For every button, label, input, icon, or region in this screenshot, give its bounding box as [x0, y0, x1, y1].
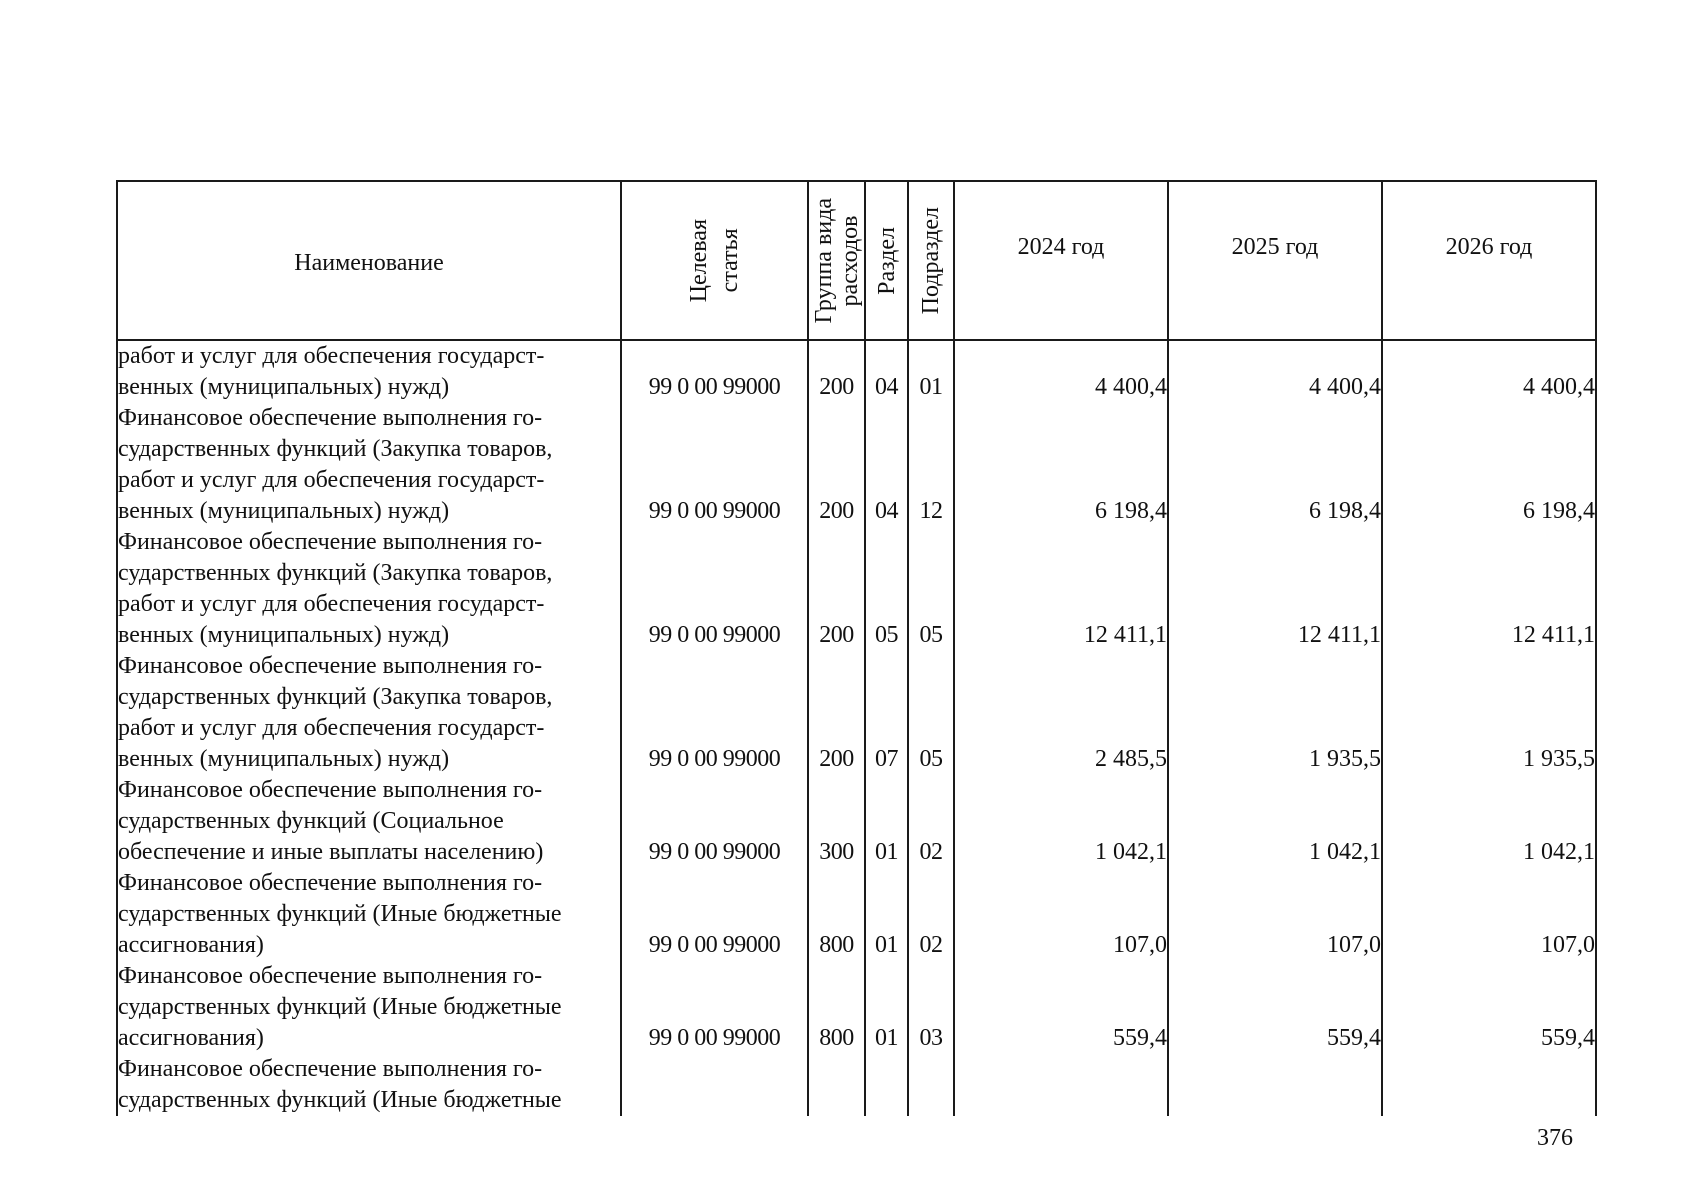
header-expense-group-line-2: расходов: [836, 215, 863, 306]
cell-target-article: 99 0 00 99000: [621, 651, 808, 775]
header-subsection-label: Подраздел: [918, 206, 944, 315]
cell-name-line: Финансовое обеспечение выполнения го-: [118, 1056, 543, 1082]
cell-year-2025: 559,4: [1168, 961, 1382, 1054]
budget-table: [116, 180, 1597, 1116]
cell-year-2025: 12 411,1: [1168, 527, 1382, 651]
cell-year-2025: 6 198,4: [1168, 403, 1382, 527]
cell-name-line: работ и услуг для обеспечения государст-: [118, 467, 545, 493]
cell-subsection: 01: [908, 340, 954, 403]
header-year-2024-label: 2024 год: [1017, 234, 1105, 260]
cell-year-2024: 12 411,1: [954, 527, 1168, 651]
cell-name-line: работ и услуг для обеспечения государст-: [118, 343, 545, 369]
cell-name-line: сударственных функций (Социальное: [118, 808, 504, 834]
cell-name-line: сударственных функций (Иные бюджетные: [118, 1087, 562, 1113]
cell-subsection: 03: [908, 961, 954, 1054]
cell-section: 01: [865, 961, 908, 1054]
header-target-article-label: [684, 219, 746, 302]
cell-target-article: 99 0 00 99000: [621, 403, 808, 527]
header-year-2024: [954, 181, 1168, 340]
cell-section: 07: [865, 651, 908, 775]
table-row: [117, 1054, 1596, 1116]
cell-name-line: Финансовое обеспечение выполнения го-: [118, 777, 543, 803]
table-row: [117, 403, 1596, 527]
cell-expense-group: [808, 1054, 865, 1116]
cell-name: [117, 775, 621, 868]
cell-name-line: сударственных функций (Закупка товаров,: [118, 436, 553, 462]
cell-name-line: Финансовое обеспечение выполнения го-: [118, 405, 543, 431]
cell-expense-group: 200: [808, 403, 865, 527]
cell-target-article: 99 0 00 99000: [621, 961, 808, 1054]
header-year-2026-label: 2026 год: [1445, 234, 1533, 260]
header-target-article: [621, 181, 808, 340]
cell-target-article: 99 0 00 99000: [621, 527, 808, 651]
cell-section: 04: [865, 403, 908, 527]
header-subsection: [908, 181, 954, 340]
cell-name-line: работ и услуг для обеспечения государст-: [118, 715, 545, 741]
cell-target-article: 99 0 00 99000: [621, 340, 808, 403]
cell-name: [117, 961, 621, 1054]
cell-name-line: Финансовое обеспечение выполнения го-: [118, 870, 543, 896]
cell-target-article: 99 0 00 99000: [621, 868, 808, 961]
cell-year-2026: 559,4: [1382, 961, 1596, 1054]
cell-year-2024: [954, 1054, 1168, 1116]
table-row: [117, 651, 1596, 775]
cell-name-line: Финансовое обеспечение выполнения го-: [118, 653, 543, 679]
cell-name-line: Финансовое обеспечение выполнения го-: [118, 529, 543, 555]
cell-year-2024: 6 198,4: [954, 403, 1168, 527]
cell-name-line: сударственных функций (Закупка товаров,: [118, 560, 553, 586]
cell-subsection: 02: [908, 775, 954, 868]
table-body: [117, 340, 1596, 1116]
cell-year-2026: 12 411,1: [1382, 527, 1596, 651]
cell-target-article: [621, 1054, 808, 1116]
cell-section: 01: [865, 868, 908, 961]
cell-name-line: сударственных функций (Закупка товаров,: [118, 684, 553, 710]
cell-expense-group: 200: [808, 651, 865, 775]
page-number: 376: [1537, 1125, 1573, 1151]
cell-name: [117, 651, 621, 775]
cell-name-line: сударственных функций (Иные бюджетные: [118, 901, 562, 927]
cell-expense-group: 200: [808, 340, 865, 403]
header-name-label: Наименование: [294, 250, 444, 276]
cell-section: 05: [865, 527, 908, 651]
cell-year-2025: 1 935,5: [1168, 651, 1382, 775]
cell-year-2024: 107,0: [954, 868, 1168, 961]
header-section-label: Раздел: [873, 226, 900, 295]
cell-year-2026: 6 198,4: [1382, 403, 1596, 527]
table-row: [117, 775, 1596, 868]
cell-year-2026: 1 042,1: [1382, 775, 1596, 868]
header-target-article-line-1: Целевая: [685, 218, 712, 303]
cell-name: [117, 340, 621, 403]
header-section: [865, 181, 908, 340]
cell-year-2026: 107,0: [1382, 868, 1596, 961]
cell-name: [117, 1054, 621, 1116]
cell-year-2026: [1382, 1054, 1596, 1116]
cell-name: [117, 403, 621, 527]
table-row: [117, 340, 1596, 403]
cell-section: 01: [865, 775, 908, 868]
header-year-2026: [1382, 181, 1596, 340]
cell-name-line: венных (муниципальных) нужд): [118, 622, 450, 648]
cell-name-line: сударственных функций (Иные бюджетные: [118, 994, 562, 1020]
cell-name: [117, 868, 621, 961]
cell-year-2024: 4 400,4: [954, 340, 1168, 403]
cell-year-2026: 1 935,5: [1382, 651, 1596, 775]
cell-name-line: работ и услуг для обеспечения государст-: [118, 591, 545, 617]
cell-subsection: 12: [908, 403, 954, 527]
cell-subsection: [908, 1054, 954, 1116]
cell-section: [865, 1054, 908, 1116]
header-expense-group-label: [811, 198, 863, 323]
table-row: [117, 868, 1596, 961]
cell-name: [117, 527, 621, 651]
table-header: [117, 181, 1596, 340]
cell-name-line: венных (муниципальных) нужд): [118, 374, 450, 400]
header-expense-group-line-1: Группа вида: [810, 197, 837, 324]
cell-expense-group: 800: [808, 961, 865, 1054]
header-expense-group: [808, 181, 865, 340]
cell-year-2025: 107,0: [1168, 868, 1382, 961]
cell-name-line: венных (муниципальных) нужд): [118, 498, 450, 524]
header-row: [117, 181, 1596, 340]
cell-name-line: ассигнования): [118, 1025, 264, 1051]
cell-year-2026: 4 400,4: [1382, 340, 1596, 403]
cell-year-2024: 559,4: [954, 961, 1168, 1054]
header-target-article-line-2: статья: [716, 228, 743, 293]
cell-target-article: 99 0 00 99000: [621, 775, 808, 868]
table-row: [117, 527, 1596, 651]
cell-year-2024: 2 485,5: [954, 651, 1168, 775]
cell-name-line: ассигнования): [118, 932, 264, 958]
cell-year-2024: 1 042,1: [954, 775, 1168, 868]
header-year-2025: [1168, 181, 1382, 340]
cell-name-line: обеспечение и иные выплаты населению): [118, 839, 544, 865]
table-row: [117, 961, 1596, 1054]
cell-year-2025: 4 400,4: [1168, 340, 1382, 403]
cell-name-line: венных (муниципальных) нужд): [118, 746, 450, 772]
cell-subsection: 02: [908, 868, 954, 961]
cell-year-2025: 1 042,1: [1168, 775, 1382, 868]
cell-year-2025: [1168, 1054, 1382, 1116]
cell-section: 04: [865, 340, 908, 403]
header-name: [117, 181, 621, 340]
cell-expense-group: 300: [808, 775, 865, 868]
cell-subsection: 05: [908, 651, 954, 775]
header-year-2025-label: 2025 год: [1231, 234, 1319, 260]
cell-expense-group: 800: [808, 868, 865, 961]
cell-name-line: Финансовое обеспечение выполнения го-: [118, 963, 543, 989]
cell-subsection: 05: [908, 527, 954, 651]
cell-expense-group: 200: [808, 527, 865, 651]
